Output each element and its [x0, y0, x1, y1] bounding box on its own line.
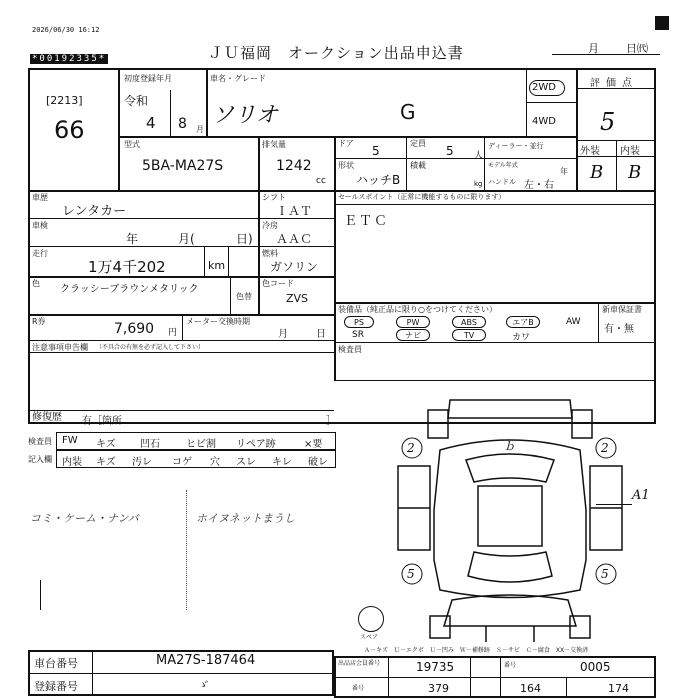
ac-label: 冷房	[262, 221, 278, 230]
checklist-row1-label: 検査員	[28, 437, 52, 446]
inspection-label: 車検	[32, 221, 48, 230]
checklist-cut: キレ	[272, 457, 292, 468]
odometer-month: 月	[278, 329, 288, 340]
inspector-label: 検査員	[338, 345, 362, 354]
footer-value-2: 164	[520, 682, 541, 695]
dealer-label: ディーラー・並行	[488, 142, 544, 150]
vehicle-name-label: 車名・グレード	[210, 74, 266, 83]
equipment-navi: ナビ	[396, 329, 430, 341]
model-year-unit: 年	[560, 167, 568, 176]
member-no: 0005	[580, 660, 611, 674]
capacity-unit: 人	[474, 151, 484, 161]
mark-right-rear: 5	[601, 567, 609, 581]
notes-label: 注意事項申告欄	[32, 343, 88, 352]
member-label: 出品店会員番号	[338, 660, 381, 667]
color-code-label: 色コード	[262, 279, 294, 288]
checklist-dirt: 汚レ	[132, 457, 152, 468]
mileage-unit: km	[208, 259, 226, 272]
handle-label: ハンドル	[488, 178, 516, 186]
first-registration-month: 8	[178, 116, 187, 132]
doors-label: ドア	[338, 139, 354, 148]
new-car-warranty-value: 有・無	[604, 324, 634, 335]
rating-label: 評価点	[590, 78, 638, 89]
handwritten-note-1: コミ・ケーム・ナンバ	[30, 512, 139, 525]
vehicle-grade: G	[400, 100, 416, 124]
body-label: 形状	[338, 161, 354, 170]
capacity: 5	[446, 144, 454, 158]
repair-history-label: 修復歴	[32, 412, 62, 423]
fuel: ガソリン	[270, 260, 319, 274]
odometer-day: 日	[316, 329, 326, 340]
mileage-label: 走行	[32, 249, 48, 258]
body-type: ハッチB	[356, 173, 401, 187]
sales-points-label: セールスポイント（正常に機能するものに限ります）	[338, 193, 506, 201]
interior-grade: B	[628, 162, 642, 183]
equipment-airbag: エアB	[506, 316, 540, 328]
vehicle-type: レンタカー	[62, 204, 127, 219]
mark-right-side: A1	[632, 488, 650, 503]
new-car-warranty-label: 新車保証書	[602, 305, 642, 314]
date-month-label: 月	[588, 42, 599, 55]
checklist-row2-label: 記入欄	[28, 455, 52, 464]
color-code: ZVS	[286, 292, 309, 305]
equipment-aw: AW	[566, 317, 581, 327]
color-label: 色	[32, 279, 40, 288]
date-day-label: 日㈹	[626, 42, 648, 55]
car-damage-diagram	[390, 390, 630, 650]
repair-history-close: ］	[326, 416, 336, 427]
checklist-scratch: キズ	[96, 439, 116, 450]
fuel-label: 燃料	[262, 249, 278, 258]
recycle-unit: 円	[168, 328, 178, 338]
checklist-burn: コゲ	[172, 457, 192, 468]
checklist-fw: FW	[62, 435, 78, 446]
printed-timestamp: 2026/06/30 16:12	[32, 26, 100, 34]
mark-left-rear: 5	[407, 567, 415, 581]
first-registration-label: 初度登録年月	[124, 74, 172, 83]
capacity-label: 定員	[410, 139, 426, 148]
first-registration-month-unit: 月	[196, 125, 204, 134]
inspection-month: 月(	[178, 232, 195, 246]
weight-unit: kg	[474, 180, 483, 188]
vehicle-name: ソリオ	[212, 103, 278, 128]
checklist-dent-stone: 凹石	[140, 439, 160, 450]
first-registration-era: 令和	[124, 94, 149, 108]
first-registration-year: 4	[146, 114, 156, 132]
checklist-needs: ×要	[304, 439, 323, 450]
corner-marker	[655, 16, 669, 30]
barcode-number: *00192335*	[32, 54, 107, 64]
color-change-label: 色替	[236, 292, 252, 301]
spare-tire-icon	[358, 606, 384, 632]
mark-roof: ｂ	[504, 440, 515, 453]
member-number: 19735	[416, 660, 455, 674]
checklist-wear: スレ	[236, 457, 256, 468]
model-year-label: モデル年式	[488, 162, 518, 169]
form-title: ＪＵ福岡 オークション出品申込書	[208, 44, 464, 62]
spare-label: スペア	[360, 634, 379, 641]
equipment-tv: TV	[452, 329, 486, 341]
ac: ＡＡＣ	[276, 232, 313, 246]
member-no-label: 番号	[504, 662, 517, 669]
footer-value-1: 379	[428, 682, 449, 695]
equipment-ps: PS	[344, 316, 374, 328]
repair-history-value: 有［箇所	[82, 416, 122, 427]
displacement: 1242	[276, 158, 312, 174]
inspection-day: 日)	[236, 232, 253, 246]
plate-label: 登録番号	[34, 680, 78, 693]
checklist-int-scratch: キズ	[96, 457, 116, 468]
lot-number: 66	[54, 116, 85, 144]
sales-points-text: ＥＴＣ	[344, 214, 390, 229]
shift-label: シフト	[262, 193, 286, 202]
footer-value-3: 174	[608, 682, 629, 695]
equipment-label: 装備品（純正品に限り○をつけてください）	[338, 305, 497, 314]
mark-right-front: 2	[601, 441, 609, 455]
odometer-change-label: メーター交換時期	[186, 317, 250, 326]
rating-score: 5	[600, 108, 616, 136]
mileage: 1万4千202	[88, 258, 166, 276]
equipment-sr: SR	[352, 330, 364, 340]
equipment-pw: PW	[396, 316, 430, 328]
drive-2wd: 2WD	[532, 82, 556, 93]
notes-sublabel: （不具合の有無を必ず記入して下さい）	[96, 344, 205, 351]
checklist-tear: 破レ	[308, 457, 328, 468]
equipment-leather: カワ	[512, 333, 531, 343]
displacement-label: 排気量	[262, 140, 286, 149]
equipment-abs: ABS	[452, 316, 486, 328]
footer-number-label: 番号	[352, 685, 365, 692]
weight-label: 積載	[410, 161, 426, 170]
displacement-unit: cc	[316, 176, 326, 186]
model-label: 型式	[124, 140, 140, 149]
recycle-label: R券	[32, 317, 46, 326]
checklist-hole: 穴	[210, 457, 220, 468]
exterior-grade: B	[590, 162, 604, 183]
interior-label: 内装	[620, 146, 640, 157]
chassis-label: 車台番号	[34, 657, 78, 670]
checklist-interior: 内装	[62, 457, 82, 468]
exterior-label: 外装	[580, 146, 600, 157]
model-code: 5BA-MA27S	[142, 158, 224, 174]
checklist-crack: ヒビ割	[186, 439, 216, 450]
mark-left-front: 2	[407, 441, 415, 455]
doors: 5	[372, 144, 380, 158]
damage-legend: Ａ－キズ Ｕ－エクボ Ｕ－凹み Ｗ－補修跡 Ｓ－サビ Ｃ－腐食 XX－交換済	[364, 647, 589, 654]
drive-4wd: 4WD	[532, 116, 556, 127]
plate-mark: ゞ	[196, 678, 209, 692]
lot-code: [2213]	[46, 94, 83, 107]
checklist-repair-trace: リペア跡	[236, 439, 276, 450]
recycle-fee: 7,690	[114, 321, 155, 337]
chassis-number: MA27S-187464	[156, 653, 256, 668]
vehicle-type-label: 車歴	[32, 193, 48, 202]
inspection-year: 年	[126, 232, 139, 246]
color: クラッシーブラウンメタリック	[60, 284, 199, 295]
handle-options: 左・右	[524, 180, 554, 191]
handwritten-note-2: ホイヌネットまうし	[196, 512, 295, 525]
shift: ＩＡＴ	[276, 204, 313, 218]
